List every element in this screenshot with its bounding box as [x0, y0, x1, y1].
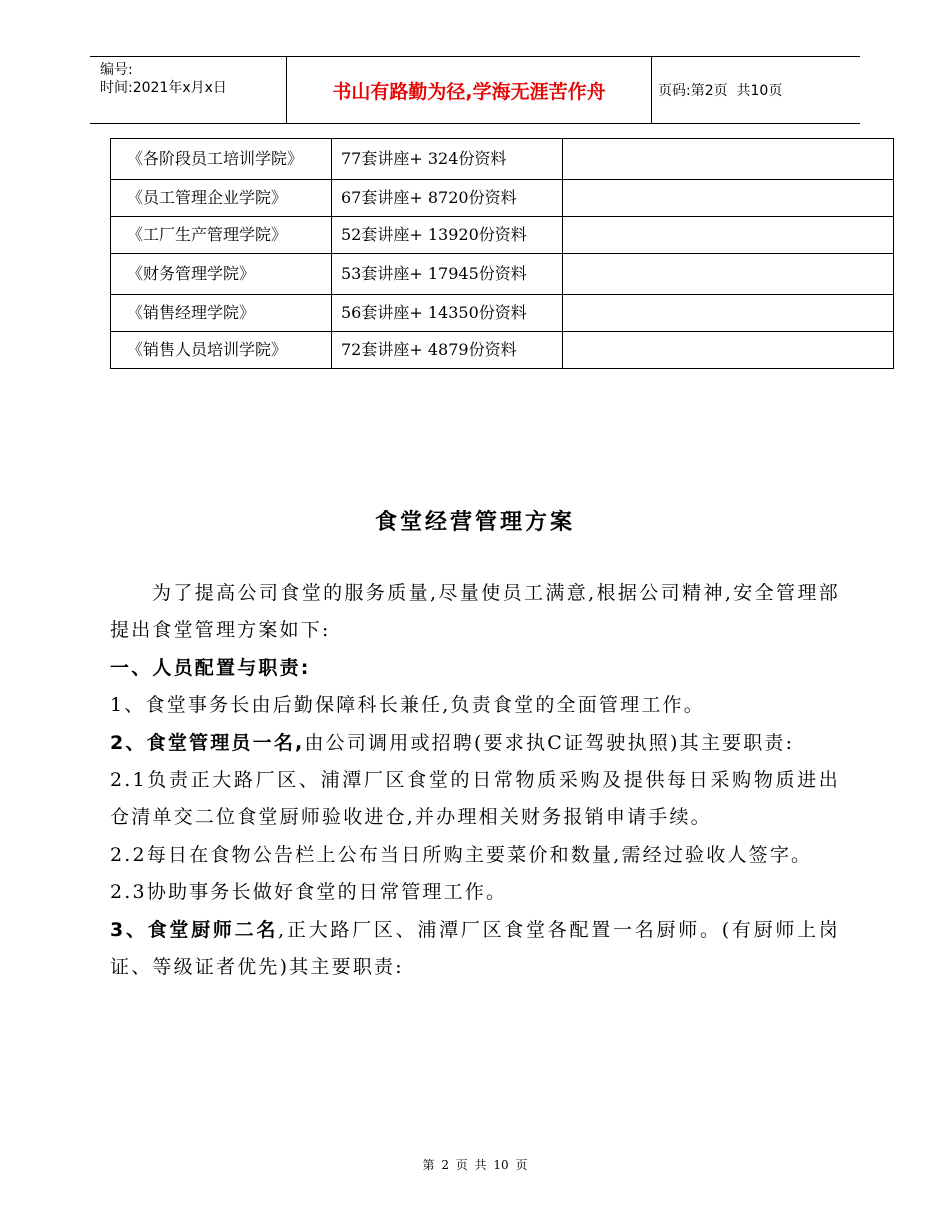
table-cell-note [563, 295, 894, 332]
table-cell-name: 《各阶段员工培训学院》 [111, 139, 332, 180]
table-cell-note [563, 217, 894, 254]
table-cell-note [563, 332, 894, 369]
table-row [111, 295, 894, 332]
document-body [110, 575, 840, 986]
table-row [111, 332, 894, 369]
code-label: 编号: [100, 62, 133, 78]
header-motto: 书山有路勤为径,学海无涯苦作舟 [286, 57, 652, 123]
header-meta [100, 61, 227, 97]
table-cell-note [563, 254, 894, 295]
item-3-bold: 3、食堂厨师二名 [110, 918, 279, 941]
table-row [111, 254, 894, 295]
item-2-bold: 2、食堂管理员一名, [110, 731, 305, 754]
page-header [90, 56, 860, 124]
section1-heading: 一、人员配置与职责: [110, 656, 311, 679]
time-label: 时间:2021年x月x日 [100, 80, 227, 96]
table-cell-content: 56套讲座+ 14350份资料 [332, 295, 563, 332]
table-cell-note [563, 180, 894, 217]
table-cell-note [563, 139, 894, 180]
table-cell-name: 《销售经理学院》 [111, 295, 332, 332]
item-2-rest: 由公司调用或招聘(要求执C证驾驶执照)其主要职责: [304, 731, 795, 754]
document-title: 食堂经营管理方案 [374, 510, 575, 535]
table-row [111, 180, 894, 217]
table-cell-name: 《工厂生产管理学院》 [111, 217, 332, 254]
page-footer: 第 2 页 共 10 页 [422, 1158, 528, 1172]
table-cell-name: 《员工管理企业学院》 [111, 180, 332, 217]
item-2-3: 2.3协助事务长做好食堂的日常管理工作。 [110, 881, 508, 904]
intro-paragraph: 为了提高公司食堂的服务质量,尽量使员工满意,根据公司精神,安全管理部提出食堂管理方案如下: [110, 582, 840, 642]
item-2-1: 2.1负责正大路厂区、浦潭厂区食堂的日常物质采购及提供每日采购物质进出仓清单交二位食堂厨师验收进仓,并办理相关财务报销申请手续。 [110, 769, 840, 829]
table-row [111, 217, 894, 254]
table-cell-content: 53套讲座+ 17945份资料 [332, 254, 563, 295]
item-1: 1、食堂事务长由后勤保障科长兼任,负责食堂的全面管理工作。 [110, 694, 705, 717]
item-3 [110, 912, 840, 987]
table-cell-name: 《财务管理学院》 [111, 254, 332, 295]
table-cell-content: 72套讲座+ 4879份资料 [332, 332, 563, 369]
resource-table [110, 138, 894, 369]
table-cell-name: 《销售人员培训学院》 [111, 332, 332, 369]
item-3-rest: ,正大路厂区、浦潭厂区食堂各配置一名厨师。(有厨师上岗证、等级证者优先)其主要职责: [110, 918, 840, 979]
header-page-info: 页码:第2页 共10页 [658, 83, 783, 99]
table-cell-content: 77套讲座+ 324份资料 [332, 139, 563, 180]
table-cell-content: 67套讲座+ 8720份资料 [332, 180, 563, 217]
item-2 [110, 725, 840, 762]
table-row [111, 139, 894, 180]
item-2-2: 2.2每日在食物公告栏上公布当日所购主要菜价和数量,需经过验收人签字。 [110, 843, 813, 866]
table-cell-content: 52套讲座+ 13920份资料 [332, 217, 563, 254]
